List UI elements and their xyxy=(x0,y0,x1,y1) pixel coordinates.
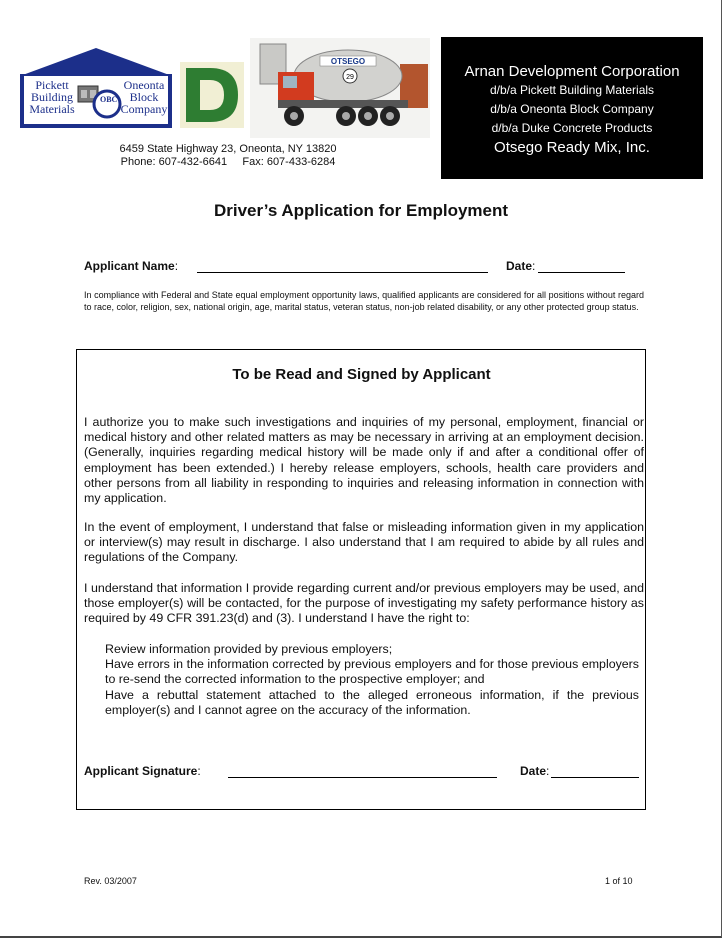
date-label: Date xyxy=(506,259,533,273)
signature-date-colon: : xyxy=(546,764,550,778)
d-logo-icon xyxy=(180,62,244,128)
applicant-name-label: Applicant Name xyxy=(84,259,175,273)
oneonta-word: Oneonta xyxy=(123,78,165,92)
applicant-name-field[interactable] xyxy=(197,258,488,273)
dba-duke: d/b/a Duke Concrete Products xyxy=(491,121,653,135)
phone-fax: Phone: 607-432-6641 Fax: 607-433-6284 xyxy=(120,156,336,168)
applicant-signature-label: Applicant Signature xyxy=(84,764,198,778)
corporation-name: Arnan Development Corporation xyxy=(464,63,680,80)
applicant-name-row xyxy=(84,259,178,273)
pickett-word: Pickett xyxy=(35,78,69,92)
authorization-paragraph: I authorize you to make such investigations and inquiries of my personal, employment, financial or medical history and other related matters as may be necessary in arriving at an employment decision. (Generally, inquiries regarding medical history will be made only if and after a conditional offer of employment has been extended.) I hereby release employers, schools, health care providers and other persons from all liability in responding to inquiries and releasing information in connection with my application. xyxy=(84,415,644,506)
page-title: Driver’s Application for Employment xyxy=(213,201,509,220)
discharge-paragraph: In the event of employment, I understand that false or misleading information given in my application or interview(s) may result in discharge. I also understand that I am required to abide by all rules and regulations of the Company. xyxy=(84,520,644,565)
signature-colon: : xyxy=(197,764,201,778)
date-field[interactable] xyxy=(538,258,625,273)
signature-row xyxy=(84,764,201,778)
revision-date: Rev. 03/2007 xyxy=(84,876,137,886)
applicant-name-colon: : xyxy=(174,259,179,273)
building-word: Building xyxy=(30,90,73,104)
signature-date-row xyxy=(520,764,549,778)
signature-date-field[interactable] xyxy=(551,763,639,778)
safety-history-paragraph: I understand that information I provide regarding current and/or previous employers may be used, and those employer(s) will be contacted, for the purpose of investigating my safety performance history as required by 49 CFR 391.23(d) and (3). I understand I have the right to: xyxy=(84,581,644,626)
otsego-ready-mix: Otsego Ready Mix, Inc. xyxy=(494,139,650,156)
obc-letters: OBC xyxy=(100,95,118,104)
truck-label: OTSEGO xyxy=(330,57,366,66)
agreement-title: To be Read and Signed by Applicant xyxy=(232,366,491,383)
dba-oneonta: d/b/a Oneonta Block Company xyxy=(490,102,654,116)
street-address: 6459 State Highway 23, Oneonta, NY 13820 xyxy=(119,143,337,155)
dba-pickett: d/b/a Pickett Building Materials xyxy=(489,83,655,97)
applicant-signature-field[interactable] xyxy=(228,763,497,778)
right-review: Review information provided by previous employers; xyxy=(105,642,393,656)
mixer-truck-image xyxy=(250,38,430,138)
eeo-compliance-statement: In compliance with Federal and State equal employment opportunity laws, qualified applicants are considered for all positions without regard to race, color, religion, sex, national origin, age, marital status, veteran status, non-job related disability, or any other protected group status. xyxy=(84,290,644,312)
right-correct-errors: Have errors in the information corrected by previous employers and for those previous employers to re-send the corrected information to the prospective employer; and xyxy=(105,657,639,687)
date-row xyxy=(506,259,535,273)
duke-letter xyxy=(180,62,181,63)
truck-number: 29 xyxy=(346,74,354,81)
company-name-box xyxy=(441,37,703,179)
signature-date-label: Date xyxy=(520,764,547,778)
date-colon: : xyxy=(532,259,536,273)
block-word: Block xyxy=(129,90,159,104)
materials-word: Materials xyxy=(29,102,75,116)
right-rebuttal: Have a rebuttal statement attached to the alleged erroneous information, if the previous employer(s) and I cannot agree on the accuracy of the information. xyxy=(105,688,639,718)
cement-truck-icon xyxy=(250,38,430,138)
page-number: 1 of 10 xyxy=(605,876,633,886)
duke-d-logo xyxy=(180,62,244,128)
pickett-oneonta-logo xyxy=(18,46,174,130)
company-address xyxy=(90,143,366,169)
company-word: Company xyxy=(120,102,168,116)
